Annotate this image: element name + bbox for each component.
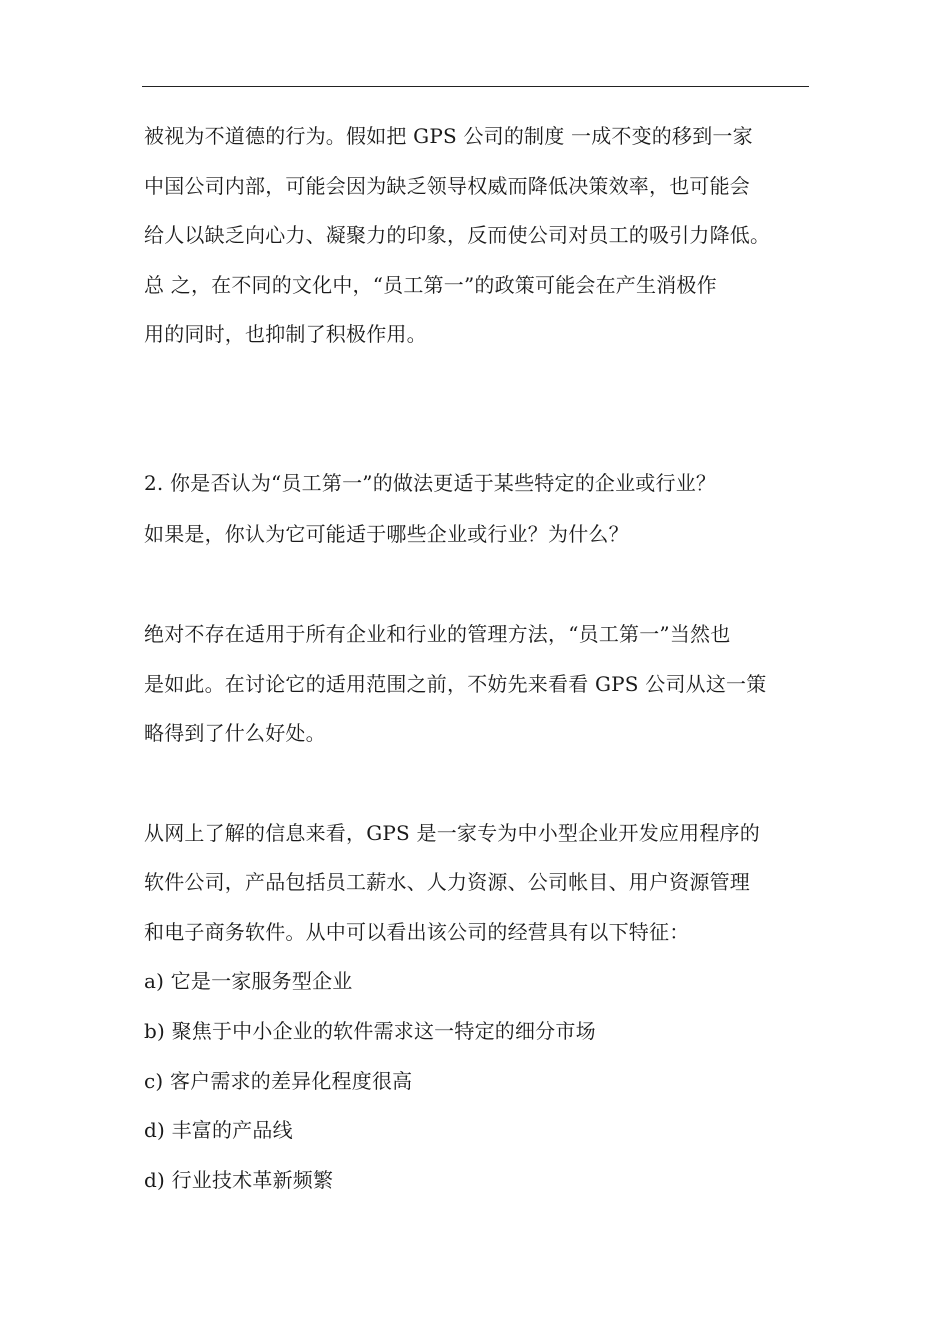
paragraph-line: 是如此。在讨论它的适用范围之前，不妨先来看看 GPS 公司从这一策 [144, 672, 767, 696]
list-item: b) 聚焦于中小企业的软件需求这一特定的细分市场 [144, 1019, 596, 1043]
paragraph-line: 和电子商务软件。从中可以看出该公司的经营具有以下特征： [144, 920, 690, 944]
paragraph-line: 绝对不存在适用于所有企业和行业的管理方法，“员工第一”当然也 [144, 622, 731, 646]
list-item: d) 行业技术革新频繁 [144, 1168, 334, 1192]
question-line: 如果是，你认为它可能适于哪些企业或行业？为什么？ [144, 522, 629, 546]
question-line: 2. 你是否认为“员工第一”的做法更适于某些特定的企业或行业？ [144, 471, 717, 495]
paragraph-line: 中国公司内部，可能会因为缺乏领导权威而降低决策效率，也可能会 [144, 174, 750, 198]
paragraph-line: 总 之，在不同的文化中，“员工第一”的政策可能会在产生消极作 [144, 273, 717, 297]
paragraph-line: 给人以缺乏向心力、凝聚力的印象，反而使公司对员工的吸引力降低。 [144, 223, 771, 247]
list-item: a) 它是一家服务型企业 [144, 969, 353, 993]
list-item: c) 客户需求的差异化程度很高 [144, 1069, 413, 1093]
header-rule [142, 86, 809, 87]
paragraph-line: 软件公司，产品包括员工薪水、人力资源、公司帐目、用户资源管理 [144, 870, 750, 894]
list-item: d) 丰富的产品线 [144, 1118, 293, 1142]
paragraph-line: 被视为不道德的行为。假如把 GPS 公司的制度 一成不变的移到一家 [144, 124, 753, 148]
paragraph-line: 略得到了什么好处。 [144, 721, 326, 745]
paragraph-line: 用的同时，也抑制了积极作用。 [144, 322, 427, 346]
paragraph-line: 从网上了解的信息来看，GPS 是一家专为中小型企业开发应用程序的 [144, 821, 760, 845]
